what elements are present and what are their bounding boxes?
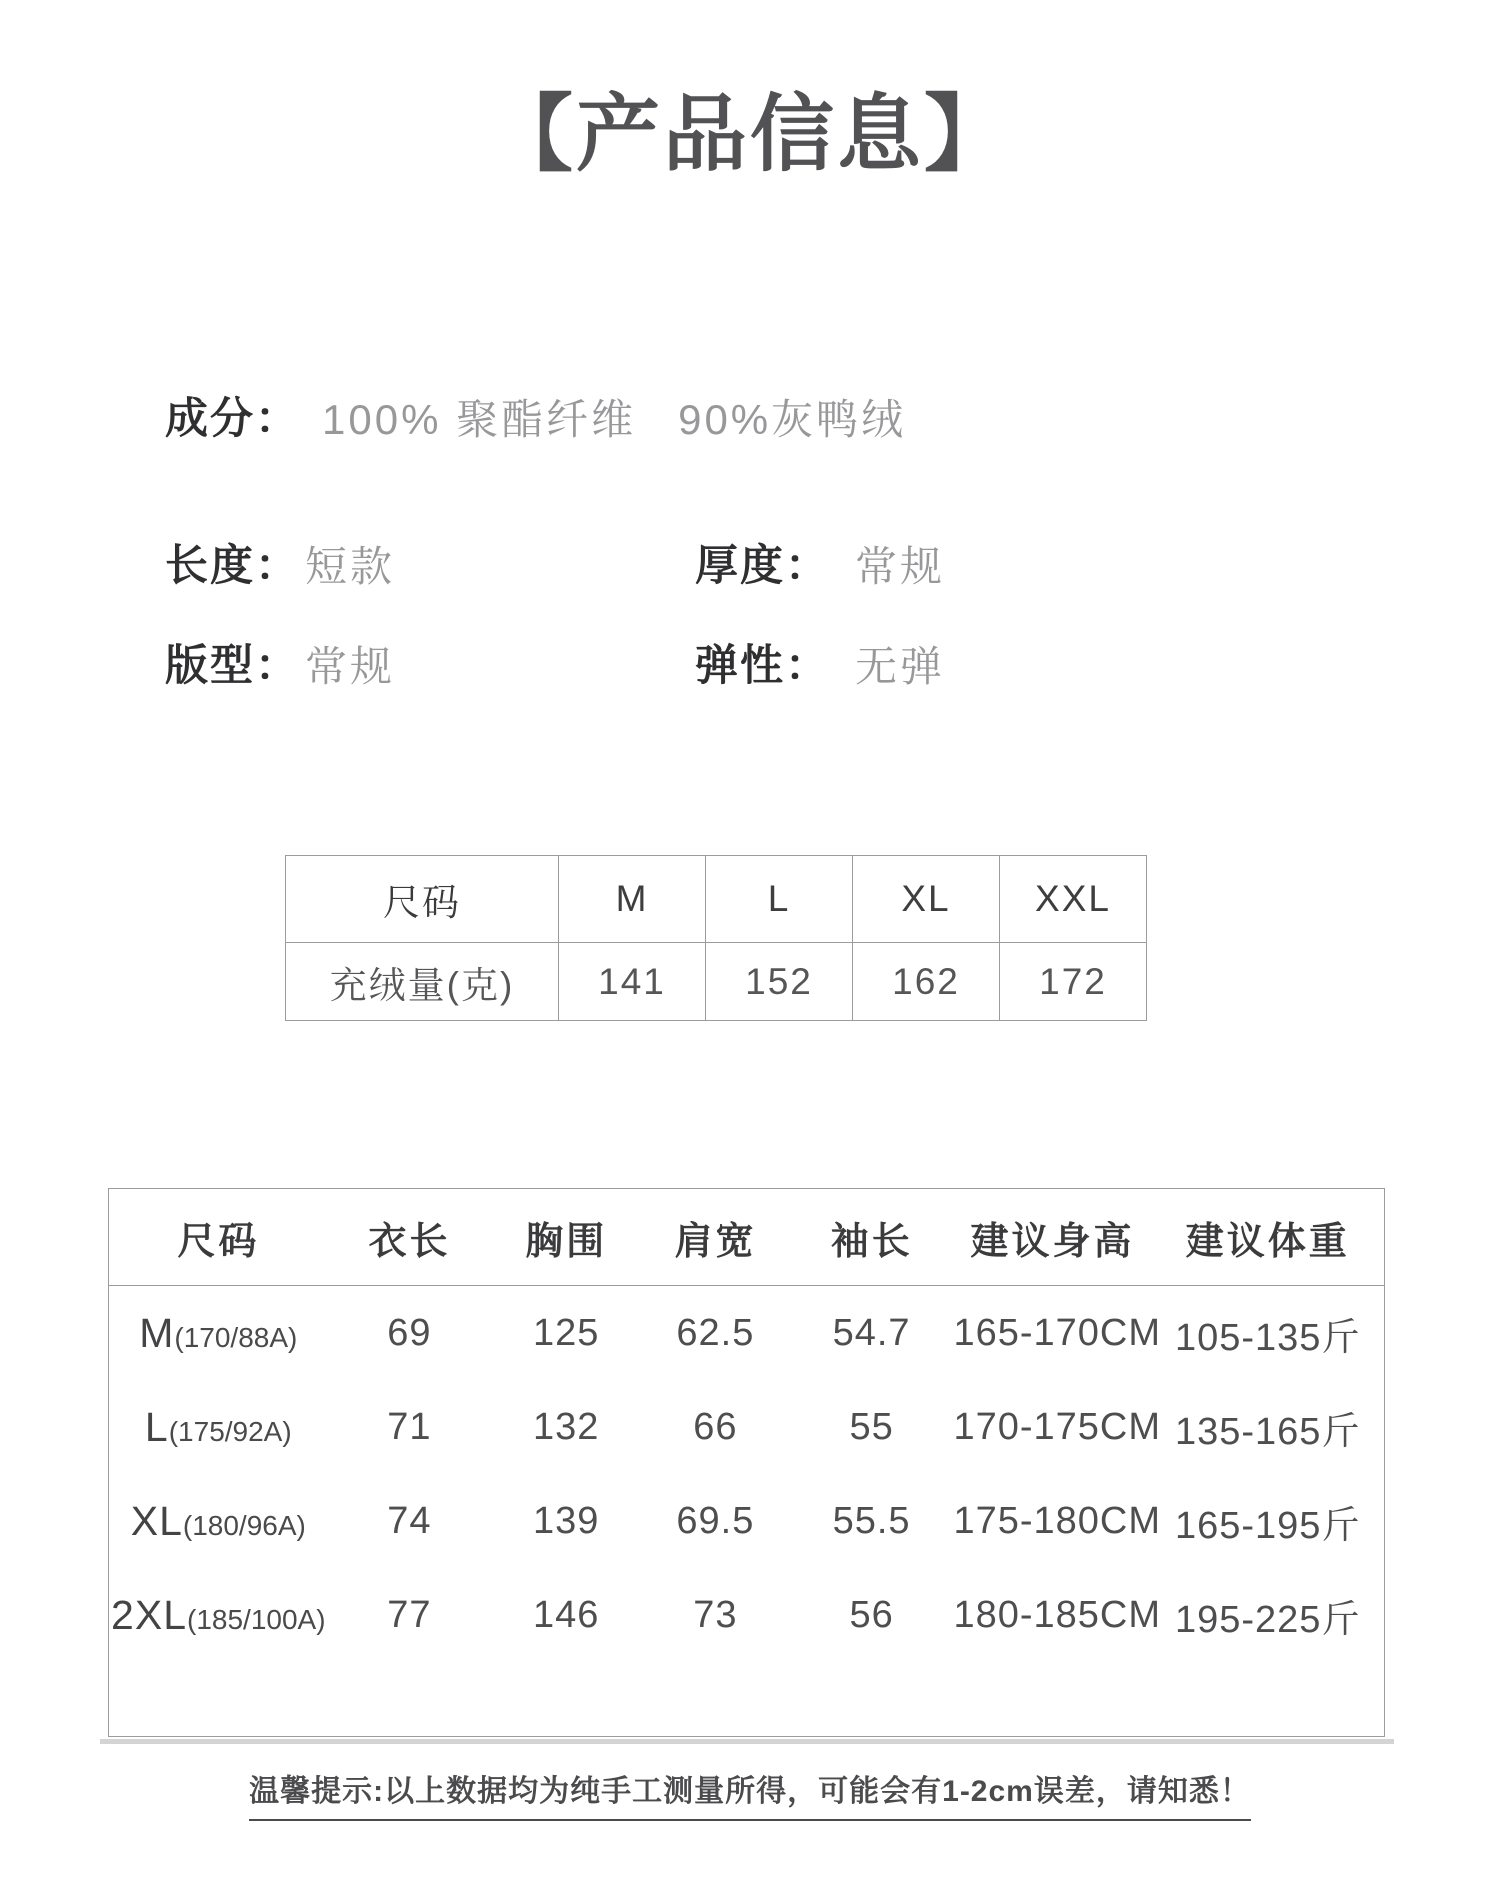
cell-chest: 146 [532,1593,600,1636]
fit-value: 常规 [305,643,396,690]
size-chart-header-row [109,1189,1384,1286]
size-spec: (170/88A) [174,1321,298,1353]
cell-sleeve: 55 [849,1405,894,1448]
cell-garment-length: 77 [387,1593,432,1636]
fill-weight-data-row [286,943,1147,1021]
note-wrapper [0,1766,1500,1821]
composition-value-down: 90%灰鸭绒 [678,396,907,443]
size-code: L [144,1403,169,1450]
size-cell [109,1498,328,1545]
fill-header-size: 尺码 [286,856,559,943]
size-spec: (185/100A) [187,1603,326,1635]
size-chart-header-shoulder: 肩宽 [674,1220,757,1263]
size-chart-row-2xl [109,1568,1384,1662]
thickness-value: 常规 [855,543,946,590]
size-spec: (175/92A) [168,1415,292,1447]
measurement-note: 温馨提示:以上数据均为纯手工测量所得，可能会有1-2cm误差，请知悉！ [249,1766,1251,1821]
elasticity-value: 无弹 [855,643,946,690]
composition-label: 成分： [165,395,300,443]
cell-shoulder: 69.5 [676,1499,755,1542]
cell-weight: 165-195斤 [1174,1504,1361,1547]
elasticity-label: 弹性： [695,642,830,690]
size-chart-table [108,1188,1385,1737]
cell-chest: 139 [532,1499,600,1542]
cell-height: 175-180CM [953,1499,1161,1542]
cell-garment-length: 71 [387,1405,432,1448]
size-chart-row-m [109,1286,1384,1380]
fill-header-xxl: XXL [1000,856,1147,943]
cell-height: 180-185CM [953,1593,1161,1636]
size-chart-header-garment-length: 衣长 [368,1220,451,1263]
cell-garment-length: 74 [387,1499,432,1542]
cell-sleeve: 55.5 [832,1499,911,1542]
cell-shoulder: 62.5 [676,1311,755,1354]
cell-shoulder: 66 [693,1405,738,1448]
cell-shoulder: 73 [693,1593,738,1636]
fill-weight-header-row [286,856,1147,943]
fill-header-m: M [559,856,706,943]
fill-header-l: L [706,856,853,943]
size-cell [109,1310,328,1357]
cell-garment-length: 69 [387,1311,432,1354]
composition-value [322,387,906,447]
size-code: XL [130,1497,183,1544]
cell-height: 170-175CM [953,1405,1161,1448]
size-cell [109,1404,328,1451]
size-chart-row-l [109,1380,1384,1474]
length-label: 长度： [165,542,300,590]
cell-chest: 125 [532,1311,600,1354]
fill-value-m: 141 [559,943,706,1021]
cell-weight: 135-165斤 [1174,1410,1361,1453]
fill-value-xxl: 172 [1000,943,1147,1021]
cell-weight: 105-135斤 [1174,1316,1361,1359]
fill-row-label: 充绒量(克) [286,943,559,1021]
fill-value-l: 152 [706,943,853,1021]
size-cell [109,1592,328,1639]
size-chart-row-xl [109,1474,1384,1568]
size-code: M [139,1309,175,1356]
size-spec: (180/96A) [182,1509,306,1541]
cell-chest: 132 [532,1405,600,1448]
size-table-bottom-shadow [100,1739,1394,1744]
thickness-label: 厚度： [695,542,830,590]
size-code: 2XL [111,1591,187,1638]
composition-value-fabric: 100% 聚酯纤维 [322,396,637,443]
size-chart-header-height: 建议身高 [970,1220,1135,1263]
size-chart-header-chest: 胸围 [525,1220,608,1263]
fit-label: 版型： [165,642,300,690]
cell-weight: 195-225斤 [1174,1598,1361,1641]
size-chart-header-size: 尺码 [177,1220,260,1263]
cell-sleeve: 56 [849,1593,894,1636]
fill-weight-table [285,855,1147,1021]
size-chart-header-weight: 建议体重 [1185,1220,1350,1263]
cell-height: 165-170CM [953,1311,1161,1354]
fill-value-xl: 162 [853,943,1000,1021]
page-title: 【产品信息】 [488,87,1011,181]
size-chart-header-sleeve: 袖长 [830,1220,913,1263]
fill-header-xl: XL [853,856,1000,943]
length-value: 短款 [305,543,396,590]
cell-sleeve: 54.7 [832,1311,911,1354]
